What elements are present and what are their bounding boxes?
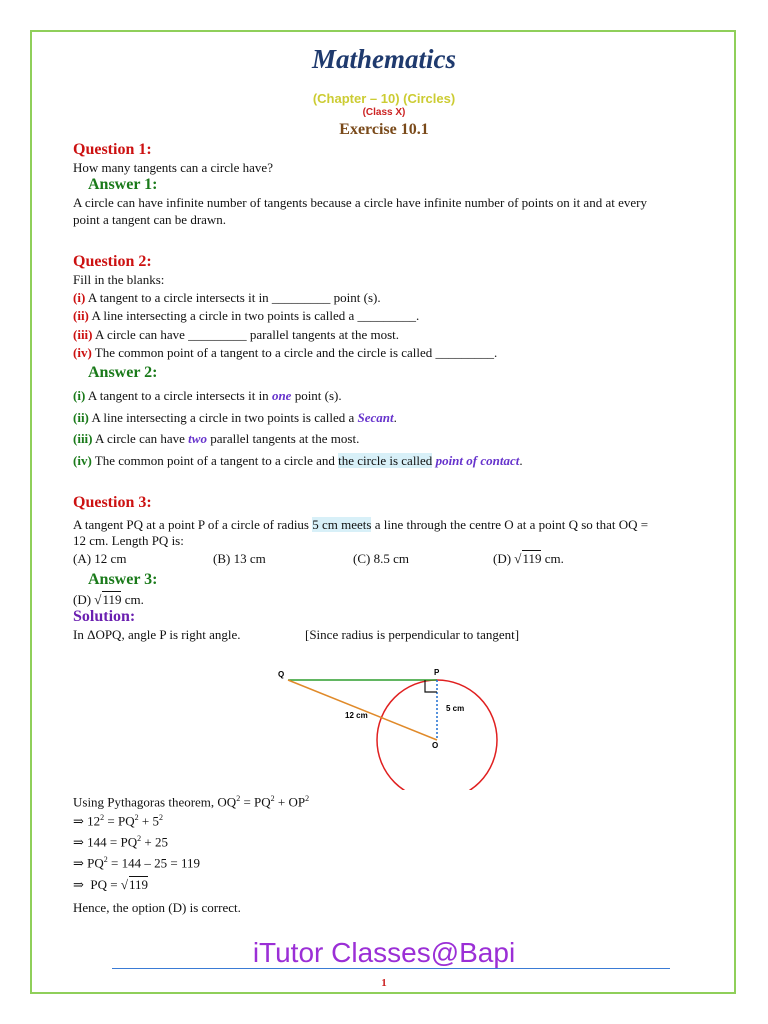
text-part: a line through the centre O at a point Q so that OQ =: [374, 517, 649, 532]
question-2-intro: Fill in the blanks:: [73, 272, 165, 287]
item-text: A line intersecting a circle in two points is called a _________.: [91, 308, 420, 323]
text-part: + 5: [138, 813, 159, 829]
text-part: + OP: [274, 794, 306, 810]
question-3-heading: Question 3:: [73, 494, 152, 511]
exercise-title: Exercise 10.1: [339, 121, 429, 138]
answer-2-item: [73, 410, 397, 426]
text-part: PQ =: [90, 877, 118, 892]
item-text: The common point of a tangent to a circle and: [94, 453, 339, 468]
question-2-item: [73, 345, 497, 361]
page-number: 1: [381, 977, 387, 989]
solution-line: In ΔOPQ, angle P is right angle.: [73, 627, 241, 642]
item-number: (iv): [73, 345, 92, 360]
line-oq: [288, 680, 437, 740]
answer-1-line-1: A circle can have infinite number of tangents because a circle have infinite number of points on it and at every: [73, 195, 647, 210]
question-2-heading: Question 2:: [73, 253, 152, 270]
superscript: 2: [137, 834, 142, 843]
answer-2-item: [73, 388, 342, 404]
footer-brand: iTutor Classes@Bapi: [252, 937, 516, 968]
superscript: 2: [100, 813, 105, 822]
superscript: 2: [103, 855, 108, 864]
page-title: Mathematics: [311, 44, 456, 74]
item-text: point (s).: [291, 388, 342, 403]
option-c: (C) 8.5 cm: [353, 551, 409, 566]
answer-1-heading: Answer 1:: [88, 176, 158, 193]
fill-answer: point of contact: [435, 453, 520, 468]
answer-2-item: [73, 431, 359, 447]
answer-2-item: [73, 453, 523, 469]
text-part: = PQ: [104, 813, 135, 829]
answer-1-line-2: point a tangent can be drawn.: [73, 212, 227, 227]
item-number: (iii): [73, 431, 93, 446]
question-1-text: How many tangents can a circle have?: [73, 160, 273, 175]
text-part: Using Pythagoras theorem, OQ: [73, 794, 237, 810]
label-p: P: [434, 668, 440, 677]
circle-figure: [270, 660, 510, 790]
text-part: 144 = PQ: [87, 834, 138, 850]
step-5: [73, 877, 148, 893]
solution-heading: Solution:: [73, 608, 136, 625]
option-label: (D): [493, 551, 512, 566]
question-2-item: [73, 290, 381, 306]
text-part: = PQ: [240, 794, 271, 810]
item-text: A circle can have _________ parallel tangents at the most.: [95, 327, 400, 342]
label-oq: 12 cm: [345, 711, 368, 720]
item-number: (iv): [73, 453, 92, 468]
item-text: .: [519, 453, 523, 468]
fill-answer: Secant: [357, 410, 394, 425]
item-text: A circle can have: [95, 431, 189, 446]
question-3-line-1: [73, 517, 648, 533]
superscript: 2: [270, 794, 275, 803]
unit: cm.: [544, 551, 564, 566]
label-q: Q: [278, 670, 285, 679]
item-text: A tangent to a circle intersects it in _________ point (s).: [87, 290, 381, 305]
item-number: (ii): [73, 410, 89, 425]
step-3: [73, 834, 168, 850]
sqrt-radicand: 119: [522, 551, 542, 566]
superscript: 2: [305, 794, 310, 803]
question-3-line-2: 12 cm. Length PQ is:: [73, 533, 184, 548]
implies-symbol: ⇒: [73, 834, 84, 850]
step-4: [73, 855, 200, 871]
superscript: 2: [134, 813, 139, 822]
item-number: (i): [73, 388, 86, 403]
item-text: parallel tangents at the most.: [206, 431, 360, 446]
question-2-item: [73, 308, 419, 324]
label-radius: 5 cm: [446, 704, 465, 713]
item-text: A line intersecting a circle in two points is called a: [91, 410, 358, 425]
sqrt-sign: √: [120, 877, 128, 892]
fill-answer: two: [188, 431, 207, 446]
highlighted-text: 5 cm meets: [312, 517, 372, 532]
answer-3-value: [73, 592, 144, 608]
option-b: (B) 13 cm: [213, 551, 266, 566]
implies-symbol: ⇒: [73, 855, 84, 871]
item-number: (ii): [73, 308, 89, 323]
step-1: [73, 794, 309, 810]
right-angle-mark: [425, 680, 437, 692]
unit: cm.: [124, 592, 144, 607]
text-part: = 144 – 25 = 119: [107, 855, 200, 871]
text-part: A tangent PQ at a point P of a circle of radius: [73, 517, 309, 532]
step-2: [73, 813, 163, 829]
chapter-label: (Chapter – 10) (Circles): [312, 91, 456, 106]
footer-divider: [112, 968, 670, 969]
implies-symbol: ⇒: [73, 813, 84, 829]
highlighted-text: the circle is called: [338, 453, 433, 468]
item-number: (i): [73, 290, 86, 305]
sqrt-radicand: 119: [102, 592, 122, 607]
item-text: The common point of a tangent to a circle and the circle is called _________.: [94, 345, 498, 360]
item-number: (iii): [73, 327, 93, 342]
text-part: + 25: [141, 834, 168, 850]
label-o: O: [432, 741, 439, 750]
fill-answer: one: [271, 388, 292, 403]
superscript: 2: [158, 813, 163, 822]
text-part: 12: [87, 813, 101, 829]
answer-3-heading: Answer 3:: [88, 571, 158, 588]
superscript: 2: [236, 794, 241, 803]
item-text: .: [393, 410, 397, 425]
answer-2-heading: Answer 2:: [88, 364, 158, 381]
sqrt-sign: √: [514, 551, 522, 566]
option-label: (D): [73, 592, 92, 607]
item-text: A tangent to a circle intersects it in: [87, 388, 272, 403]
option-d: [493, 551, 564, 567]
sqrt-radicand: 119: [129, 877, 149, 892]
option-a: (A) 12 cm: [73, 551, 127, 566]
conclusion: Hence, the option (D) is correct.: [73, 900, 241, 915]
implies-symbol: ⇒: [73, 877, 84, 892]
sqrt-sign: √: [94, 592, 102, 607]
question-1-heading: Question 1:: [73, 141, 152, 158]
solution-reason: [Since radius is perpendicular to tangent]: [305, 627, 520, 642]
question-2-item: [73, 327, 399, 343]
class-label: (Class X): [362, 107, 406, 118]
text-part: PQ: [87, 855, 104, 871]
